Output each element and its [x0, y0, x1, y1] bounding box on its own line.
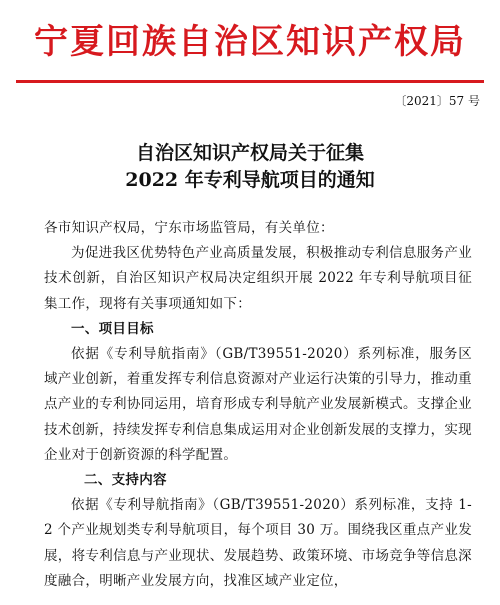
section-heading-goals: 一、项目目标	[71, 320, 154, 337]
section-heading-support: 二、支持内容	[84, 472, 167, 489]
document-body	[44, 216, 472, 594]
document-title-line-1: 自治区知识产权局关于征集	[135, 142, 364, 164]
intro-paragraph: 为促进我区优势特色产业高质量发展，积极推动专利信息服务产业技术创新，自治区知识产权局决定组织开展 2022 年专利导航项目征集工作，现将有关事项通知如下：	[44, 245, 472, 312]
document-title-line-2: 2022 年专利导航项目的通知	[125, 169, 375, 191]
masthead: 宁夏回族自治区知识产权局	[34, 22, 466, 62]
salutation: 各市知识产权局，宁东市场监管局，有关单位：	[44, 220, 334, 236]
section-paragraph-goals: 依据《专利导航指南》（GB/T39551-2020）系列标准，服务区域产业创新，着重发挥专利信息资源对产业运行决策的引导力，推动重点产业的专利协同运用，培育形成专利导航产业发展新模式。支撑企业技术创新，持续发挥专利信息集成运用对企业创新发展的支撑力，实现企业对于创新资源的科学配置。	[44, 346, 472, 463]
red-divider	[16, 80, 484, 83]
section-paragraph-support: 依据《专利导航指南》（GB/T39551-2020）系列标准，支持 1-2 个产业规划类专利导航项目，每个项目 30 万。围绕我区重点产业发展，将专利信息与产业现状、发展趋势、政策环境、市场竞争等信息深度融合，明晰产业发展方向，找准区域产业定位，	[44, 497, 472, 589]
document-number: 〔2021〕57 号	[394, 94, 480, 108]
